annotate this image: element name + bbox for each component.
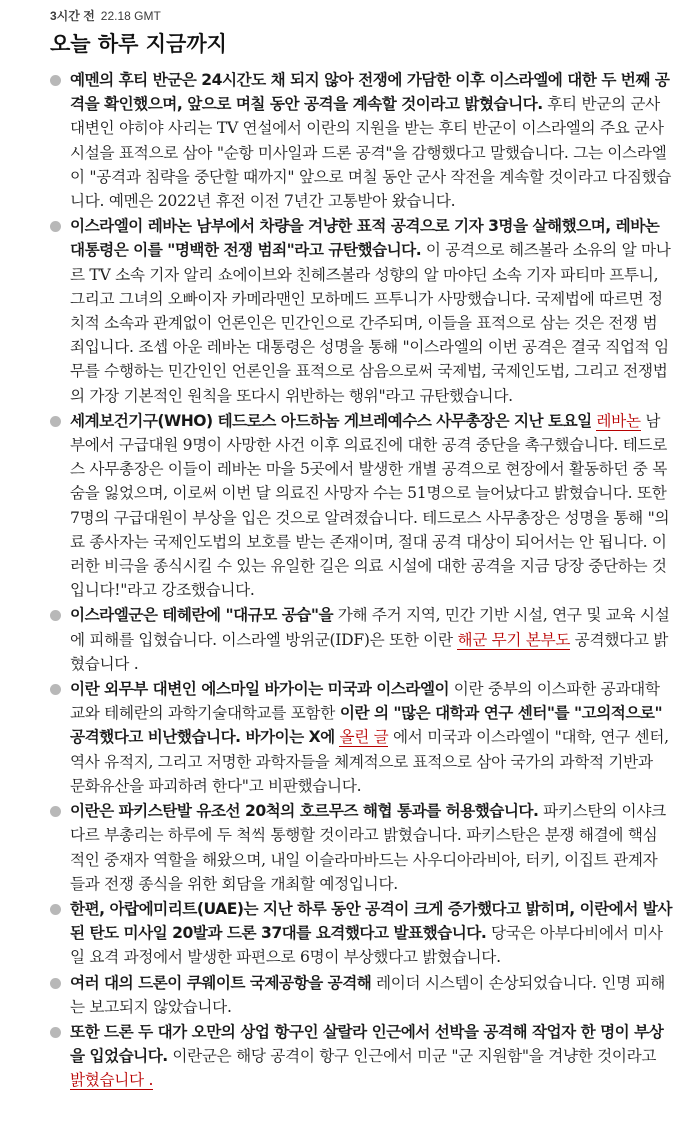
list-item bbox=[48, 603, 672, 676]
item-text: 이 공격으로 헤즈볼라 소유의 알 마나르 TV 소속 기자 알리 쇼에이브와 친헤즈볼라 성향의 알 마야딘 소속 기자 파티마 프투니, 그리고 그녀의 오빠이자 카메라맨인 모하메드 프투니가 사망했습니다. 국제법에 따르면 정치적 소속과 관계없이 언론인은 민간인으로 간주되며, 이들을 표적으로 삼는 것은 전쟁 범죄입니다. 조셉 아운 레바논 대통령은 성명을 통해 "이스라엘의 이번 공격은 결국 직업적 임무를 수행하는 민간인인 언론인을 표적으로 삼음으로써 국제법, 국제인도법, 그리고 전쟁법의 가장 기본적인 원칙을 또다시 위반하는 행위"라고 규탄했습니다. bbox=[70, 241, 671, 405]
x-post-link[interactable]: 올린 글 bbox=[339, 728, 389, 747]
item-headline: 이스라엘군은 테헤란에 "대규모 공습"을 bbox=[70, 606, 334, 625]
item-text: 이란 중부의 이스파한 공과대학교와 테헤란의 과학기술대학교를 포함한 bbox=[70, 680, 660, 723]
item-headline: 이스라엘이 레바논 남부에서 차량을 겨냥한 표적 공격으로 기자 3명을 살해했으며, 레바논 대통령은 이를 "명백한 전쟁 범죄"라고 규탄했습니다. bbox=[70, 217, 660, 260]
timestamp bbox=[50, 8, 672, 24]
item-text: 이란군은 해당 공격이 항구 인근에서 미군 "군 지원함"을 겨냥한 것이라고 bbox=[167, 1047, 657, 1066]
item-text: 레이더 시스템이 손상되었습니다. 인명 피해는 보고되지 않았습니다. bbox=[70, 973, 666, 1016]
bullet-icon bbox=[50, 904, 61, 915]
item-headline: 또한 드론 두 대가 오만의 상업 항구인 살랄라 인근에서 선박을 공격해 작업자 한 명이 부상을 입었습니다. bbox=[70, 1022, 664, 1066]
item-headline: 이란 외무부 대변인 에스마일 바가이는 미국과 이스라엘이 bbox=[70, 680, 450, 699]
bullet-icon bbox=[50, 75, 61, 86]
item-headline: 세계보건기구(WHO) 테드로스 아드하놈 게브레예수스 사무총장은 지난 토요일 bbox=[70, 411, 592, 430]
summary-list bbox=[48, 68, 672, 1093]
bullet-icon bbox=[50, 806, 61, 817]
bullet-icon bbox=[50, 416, 61, 427]
item-text: 남부에서 구급대원 9명이 사망한 사건 이후 의료진에 대한 공격 중단을 촉구했습니다. 테드로스 사무총장은 이들이 레바논 마을 5곳에서 발생한 개별 공격으로 현장에서 활동하던 중 목숨을 잃었으며, 이로써 이번 달 의료진 사망자 수는 51명으로 늘어났다고 밝혔습니다. 또한 7명의 구급대원이 부상을 입은 것으로 알려졌습니다. 테드로스 사무총장은 성명을 통해 "의료 종사자는 국제인도법의 보호를 받는 존재이며, 절대 공격 대상이 되어서는 안 됩니다. 이러한 비극을 종식시킬 수 있는 유일한 길은 의료 시설에 대한 공격을 지금 당장 중단하는 것입니다!"라고 강조했습니다. bbox=[70, 411, 670, 600]
naval-hq-link[interactable]: 해군 무기 본부도 bbox=[457, 630, 571, 649]
item-headline-cont: 이란 의 "많은 대학과 연구 센터"를 "고의적으로" 공격했다고 비난했습니다. 바가이는 X에 bbox=[70, 704, 663, 747]
list-item bbox=[48, 799, 672, 896]
bullet-icon bbox=[50, 684, 61, 695]
list-item bbox=[48, 971, 672, 1019]
item-text: 파키스탄의 이샤크 다르 부총리는 하루에 두 척씩 통행할 것이라고 밝혔습니다. 파키스탄은 분쟁 해결에 핵심적인 중재자 역할을 해왔으며, 내일 이슬라마바드는 사우디아라비아, 터키, 이집트 관계자들과 전쟁 종식을 위한 회담을 개최할 예정입니다. bbox=[70, 802, 666, 893]
item-text: 가해 주거 지역, 민간 기반 시설, 연구 및 교육 시설에 피해를 입혔습니다. 이스라엘 방위군(IDF)은 또한 이란 bbox=[70, 606, 670, 649]
relative-time: 3시간 전 bbox=[50, 9, 95, 23]
list-item bbox=[48, 1020, 672, 1093]
item-text: 후티 반군의 군사 대변인 야히야 사리는 TV 연설에서 이란의 지원을 받는 후티 반군이 이스라엘의 주요 군사 시설을 표적으로 삼아 "순항 미사일과 드론 공격"을 감행했다고 말했습니다. 그는 이스라엘이 "공격과 침략을 중단할 때까지" 앞으로 며칠 동안 군사 작전을 계속할 것이라고 다짐했습니다. 예멘은 2022년 휴전 이전 7년간 고통받아 왔습니다. bbox=[70, 95, 672, 211]
list-item bbox=[48, 214, 672, 408]
item-headline: 한편, 아랍에미리트(UAE)는 지난 하루 동안 공격이 크게 증가했다고 밝히며, 이란에서 발사된 탄도 미사일 20발과 드론 37대를 요격했다고 발표했습니다. bbox=[70, 899, 672, 943]
list-item bbox=[48, 409, 672, 603]
list-item bbox=[48, 677, 672, 798]
bullet-icon bbox=[50, 610, 61, 621]
item-headline: 예멘의 후티 반군은 24시간도 채 되지 않아 전쟁에 가담한 이후 이스라엘에 대한 두 번째 공격을 확인했으며, 앞으로 며칠 동안 공격을 계속할 것이라고 밝혔습니다. bbox=[70, 71, 670, 114]
bullet-icon bbox=[50, 221, 61, 232]
item-headline: 여러 대의 드론이 쿠웨이트 국제공항을 공격해 bbox=[70, 973, 372, 992]
bullet-icon bbox=[50, 978, 61, 989]
gmt-time: 22.18 GMT bbox=[100, 9, 161, 23]
list-item bbox=[48, 68, 672, 213]
item-text-end: 에서 미국과 이스라엘이 "대학, 연구 센터, 역사 유적지, 그리고 저명한 과학자들을 체계적으로 표적으로 삼아 국가의 과학적 기반과 문화유산을 파괴하려 한다"고 비판했습니다. bbox=[70, 728, 669, 795]
statement-link[interactable]: 밝혔습니다 . bbox=[70, 1071, 154, 1090]
section-heading: 오늘 하루 지금까지 bbox=[50, 32, 227, 56]
item-text: 당국은 아부다비에서 미사일 요격 과정에서 발생한 파편으로 6명이 부상했다고 밝혔습니다. bbox=[70, 924, 663, 967]
item-text-end: 공격했다고 밝혔습니다 . bbox=[70, 630, 669, 673]
list-item bbox=[48, 897, 672, 970]
item-headline: 이란은 파키스탄발 유조선 20척의 호르무즈 해협 통과를 허용했습니다. bbox=[70, 802, 539, 821]
lebanon-link[interactable]: 레바논 bbox=[596, 411, 641, 430]
bullet-icon bbox=[50, 1027, 61, 1038]
